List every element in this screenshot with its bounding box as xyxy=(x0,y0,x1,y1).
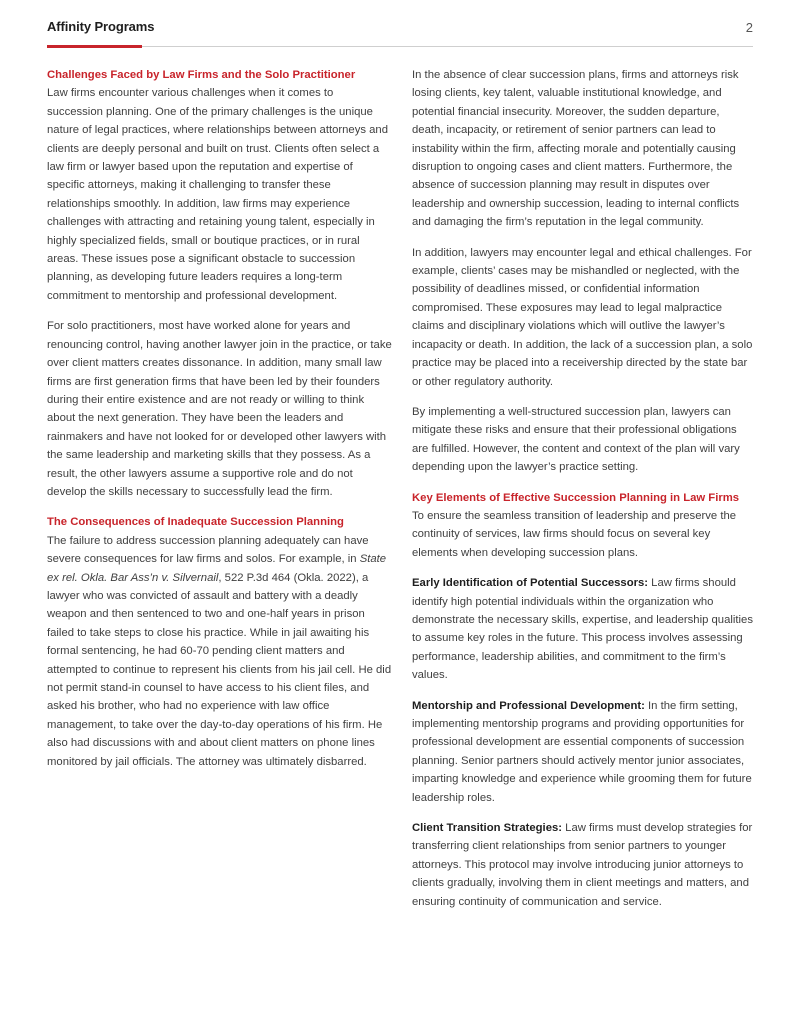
section-heading-challenges: Challenges Faced by Law Firms and the Solo Practitioner xyxy=(47,69,356,81)
section-heading-consequences: The Consequences of Inadequate Succession Planning xyxy=(47,516,344,529)
header-accent-bar xyxy=(47,45,142,48)
header-divider xyxy=(47,46,753,47)
paragraph xyxy=(47,532,392,771)
element-mentorship xyxy=(412,697,754,807)
text-run: , 522 P.3d 464 (Okla. 2022), a lawyer who was convicted of assault and battery with a deadly weapon and then sentenced to two and one-half years in prison failed to take steps to close his practice. While in jail awaiting his formal sentencing, he had 60-70 pending client matters and attempted to continue to represent his clients from his jail cell. He did not permit stand-in counsel to have access to his client files, and asked his brother, who had no experience with law office management, to take over the day-to-day operations of his firm. He also had discussions with and about client matters on phone lines monitored by jail officials. The attorney was ultimately disbarred. xyxy=(47,571,392,768)
element-client-transition xyxy=(412,819,754,911)
brand-name: Affinity Programs xyxy=(47,19,155,34)
paragraph: Law firms encounter various challenges when it comes to succession planning. One of the primary challenges is the unique nature of legal practices, where relationships between attorneys and clients are deeply personal and built on trust. Clients often select a law firm or lawyer based upon the reputation and expertise of specific attorneys, making it challenging to transfer these relationships smoothly. In addition, law firms may experience challenges with attracting and retaining young talent, especially in highly specialized fields, small or boutique practices, or in rural areas. These issues pose a significant obstacle to succession planning, as developing future leaders requires a long-term commitment to mentorship and professional development. xyxy=(47,87,388,302)
page-number: 2 xyxy=(745,20,753,35)
case-citation: State ex rel. Okla. Bar Ass’n v. Silvernail xyxy=(47,553,387,584)
paragraph: In the absence of clear succession plans, firms and attorneys risk losing clients, key talent, valuable institutional knowledge, and potential financial insecurity. Moreover, the sudden departure, death, incapacity, or retirement of senior partners can lead to instability within the firm, affecting morale and potentially causing disruption to ongoing cases and client matters. Furthermore, the absence of succession planning may result in disputes over leadership and ownership succession, leading to internal conflicts and damaging the firm’s reputation in the legal community. xyxy=(412,69,740,229)
paragraph: In addition, lawyers may encounter legal and ethical challenges. For example, clients’ cases may be mishandled or neglected, with the possibility of deadlines missed, or confidential information compromised. These exposures may lead to legal malpractice claims and disciplinary violations which will outlive the lawyer’s incapacity or death. In addition, the lack of a succession plan, a solo practice may be placed into a receivership directed by the state bar or other regulatory authority. xyxy=(412,246,753,388)
element-lead: Client Transition Strategies: xyxy=(412,822,563,835)
paragraph: By implementing a well-structured succession plan, lawyers can mitigate these risks and ensure that their professional obligations are fulfilled. However, the content and context of the plan will vary depending upon the lawyer’s practice setting. xyxy=(412,405,740,474)
element-early-identification xyxy=(412,574,754,684)
page-header xyxy=(47,19,753,49)
element-text: Law firms should identify high potential individuals within the organization who demonstrate the necessary skills, expertise, and leadership qualities to assume key roles in the future. This process involves assessing performance, leadership abilities, and commitment to the firm’s values. xyxy=(412,577,753,682)
paragraph: For solo practitioners, most have worked alone for years and renouncing control, having another lawyer join in the practice, or take over client matters creates dissonance. In addition, many small law firms are first generation firms that have been led by their founders during their entire existence and are not ready or willing to think about the next generation. They have been the leaders and rainmakers and have not looked for or developed other lawyers with the same leadership and marketing skills that they possess. As a result, the other lawyers assume a supportive role and do not develop the skills necessary to successfully lead the firm. xyxy=(47,320,392,498)
element-lead: Mentorship and Professional Development: xyxy=(412,699,645,712)
paragraph: To ensure the seamless transition of leadership and preserve the continuity of services, law firms should focus on several key elements when developing succession plans. xyxy=(412,509,737,559)
element-text: In the firm setting, implementing mentorship programs and providing opportunities for professional development are essential components of succession planning. Senior partners should actively mentor junior associates, imparting knowledge and experience while grooming them for future leadership roles. xyxy=(412,699,752,804)
element-text: Law firms must develop strategies for transferring client relationships from senior partners to younger attorneys. This protocol may involve introducing junior attorneys to clients gradually, involving them in client meetings and matters, and ensuring continuity of communication and service. xyxy=(412,822,753,908)
text-run: The failure to address succession planning adequately can have severe consequences for law firms and solos. For example, in xyxy=(47,534,369,566)
right-column xyxy=(412,66,754,923)
left-column xyxy=(47,66,392,783)
section-heading-key-elements: Key Elements of Effective Succession Planning in Law Firms xyxy=(412,491,740,504)
element-lead: Early Identification of Potential Successors: xyxy=(412,577,649,590)
